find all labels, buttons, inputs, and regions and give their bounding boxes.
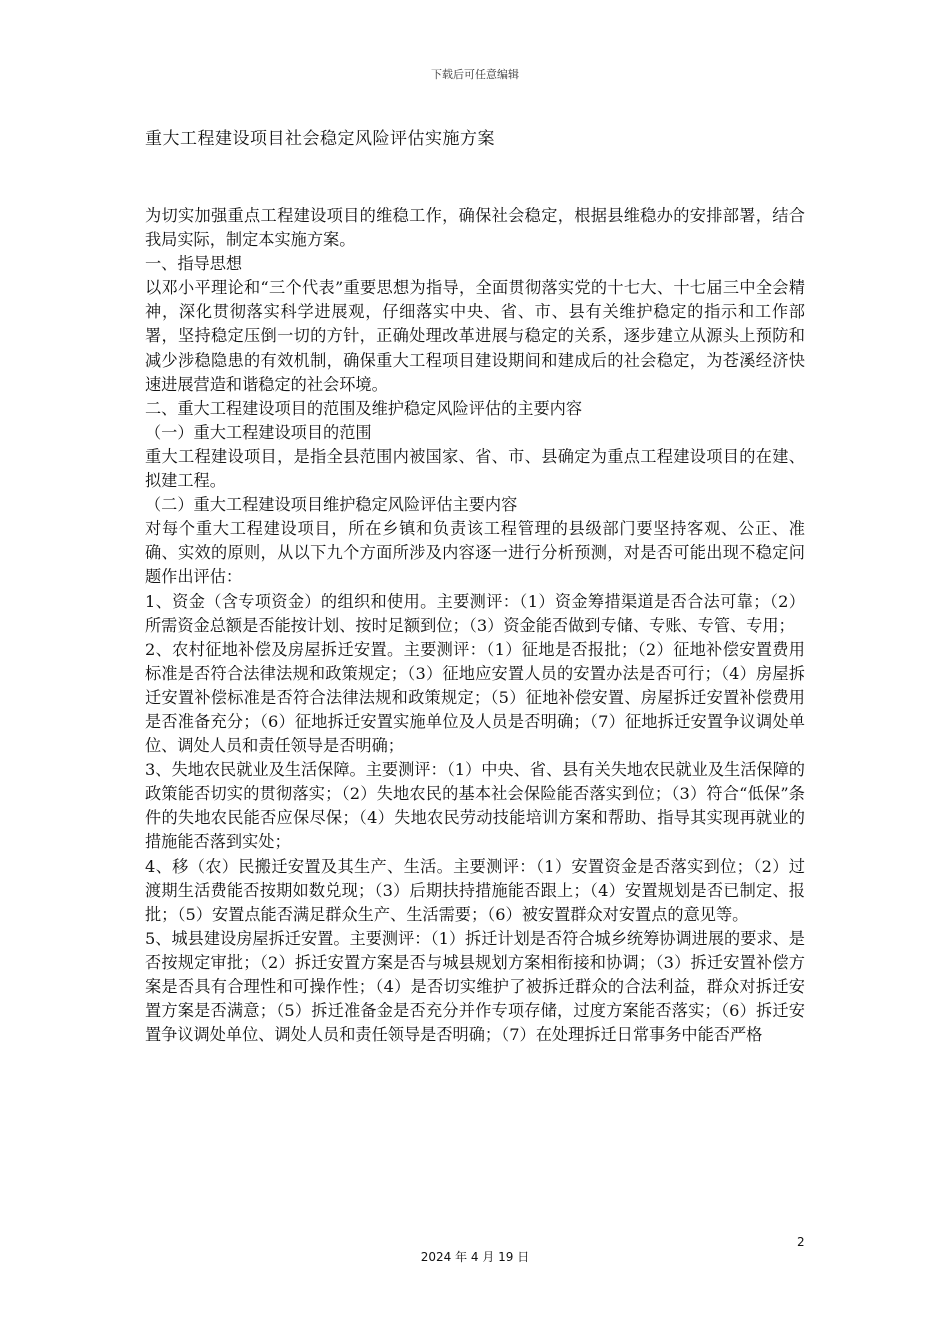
paragraph-project-scope: 重大工程建设项目，是指全县范围内被国家、省、市、县确定为重点工程建设项目的在建、拟建工程。: [145, 446, 805, 491]
list-item-3: 3、失地农民就业及生活保障。主要测评：（1）中央、省、县有关失地农民就业及生活保障的政策能否切实的贯彻落实；（2）失地农民的基本社会保险能否落实到位；（3）符合“低保”条件的失地农民能否应保尽保；（4）失地农民劳动技能培训方案和帮助、指导其实现再就业的措施能否落到实处；: [145, 760, 805, 852]
document-body: [145, 204, 805, 1047]
list-item-2: 2、农村征地补偿及房屋拆迁安置。主要测评：（1）征地是否报批；（2）征地补偿安置费用标准是否符合法律法规和政策规定；（3）征地应安置人员的安置办法是否可行；（4）房屋拆迁安置补偿标准是否符合法律法规和政策规定；（5）征地补偿安置、房屋拆迁安置补偿费用是否准备充分；（6）征地拆迁安置实施单位及人员是否明确；（7）征地拆迁安置争议调处单位、调处人员和责任领导是否明确；: [145, 639, 805, 756]
page-header: 下载后可任意编辑: [431, 68, 519, 81]
page-footer-date: 2024 年 4 月 19 日: [420, 1250, 530, 1264]
document-title: 重大工程建设项目社会稳定风险评估实施方案: [145, 129, 495, 149]
subsection-heading-2-1: （一）重大工程建设项目的范围: [145, 422, 372, 442]
list-item-5: 5、城县建设房屋拆迁安置。主要测评：（1）拆迁计划是否符合城乡统筹协调进展的要求、是否按规定审批；（2）拆迁安置方案是否与城县规划方案相衔接和协调；（3）拆迁安置补偿方案是否具有合理性和可操作性；（4）是否切实维护了被拆迁群众的合法利益，群众对拆迁安置方案是否满意；（5）拆迁准备金是否充分并作专项存储，过度方案能否落实；（6）拆迁安置争议调处单位、调处人员和责任领导是否明确；（7）在处理拆迁日常事务中能否严格: [145, 928, 805, 1045]
page-number: 2: [797, 1235, 805, 1249]
paragraph-assessment-principles: 对每个重大工程建设项目，所在乡镇和负责该工程管理的县级部门要坚持客观、公正、准确、实效的原则，从以下九个方面所涉及内容逐一进行分析预测，对是否可能出现不稳定问题作出评估：: [145, 519, 805, 587]
section-heading-2: 二、重大工程建设项目的范围及维护稳定风险评估的主要内容: [145, 398, 583, 418]
paragraph-intro: 为切实加强重点工程建设项目的维稳工作，确保社会稳定，根据县维稳办的安排部署，结合我局实际，制定本实施方案。: [145, 206, 805, 250]
list-item-4: 4、移（农）民搬迁安置及其生产、生活。主要测评：（1）安置资金是否落实到位；（2）过渡期生活费能否按期如数兑现；（3）后期扶持措施能否跟上；（4）安置规划是否已制定、报批；（5）安置点能否满足群众生产、生活需要；（6）被安置群众对安置点的意见等。: [145, 856, 805, 924]
paragraph-guiding-thought: 以邓小平理论和“三个代表”重要思想为指导，全面贯彻落实党的十七大、十七届三中全会精神，深化贯彻落实科学进展观，仔细落实中央、省、市、县有关维护稳定的指示和工作部署，坚持稳定压倒一切的方针，正确处理改革进展与稳定的关系，逐步建立从源头上预防和减少涉稳隐患的有效机制，确保重大工程项目建设期间和建成后的社会稳定，为苍溪经济快速进展营造和谐稳定的社会环境。: [145, 278, 805, 394]
section-heading-1: 一、指导思想: [145, 254, 243, 274]
list-item-1: 1、资金（含专项资金）的组织和使用。主要测评：（1）资金筹措渠道是否合法可靠；（2）所需资金总额是否能按计划、按时足额到位；（3）资金能否做到专储、专账、专管、专用；: [145, 591, 805, 635]
subsection-heading-2-2: （二）重大工程建设项目维护稳定风险评估主要内容: [145, 495, 518, 515]
